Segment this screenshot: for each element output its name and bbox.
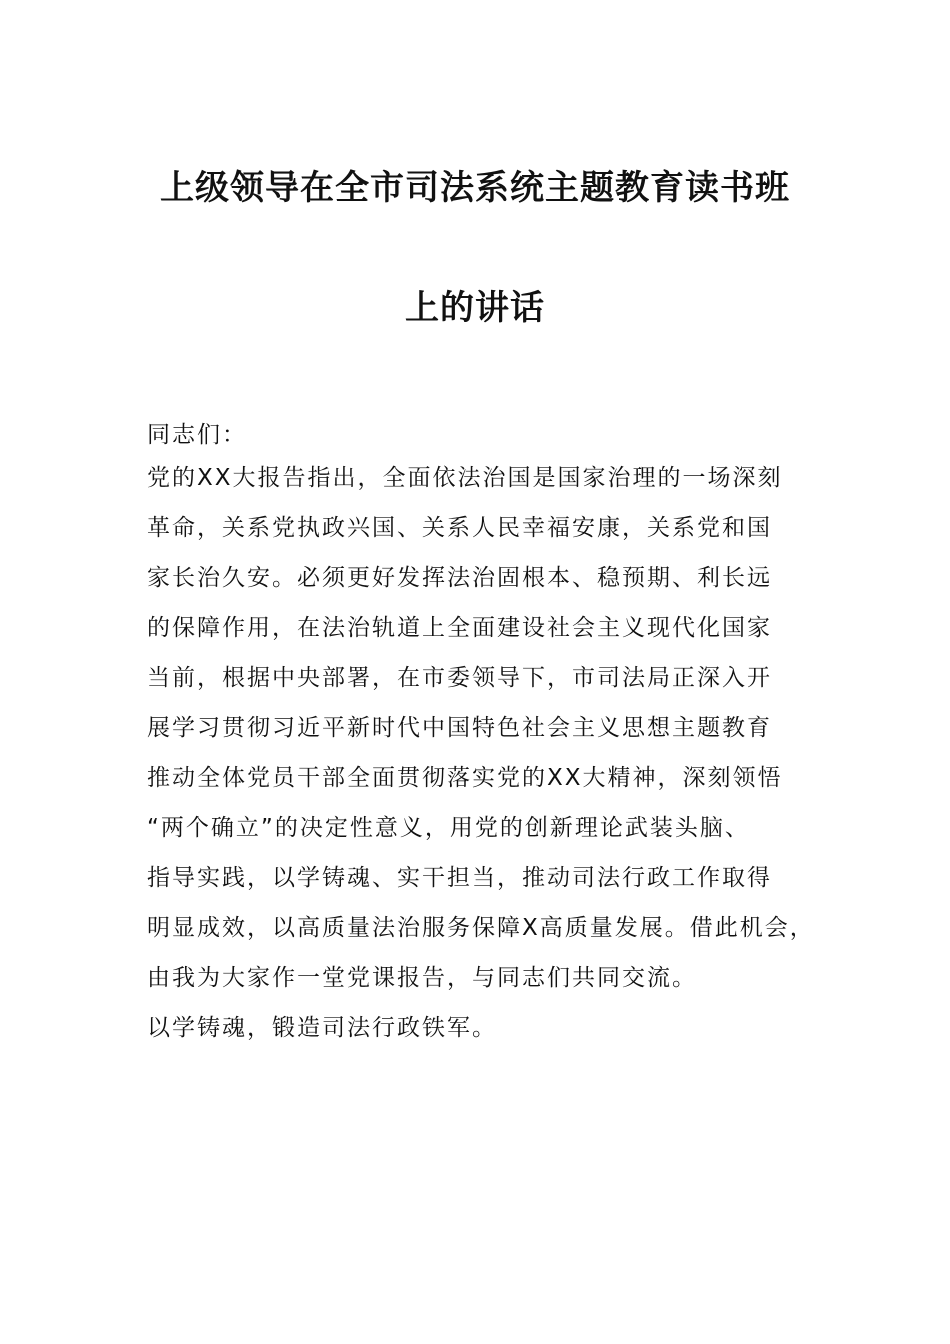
paragraph-line: 革命，关系党执政兴国、关系人民幸福安康，关系党和国 xyxy=(147,515,772,541)
document-title-line-1: 上级领导在全市司法系统主题教育读书班 xyxy=(160,168,790,208)
document-title-line-2: 上的讲话 xyxy=(405,288,545,328)
paragraph-line: 党的XX大报告指出，全面依法治国是国家治理的一场深刻 xyxy=(147,465,783,491)
paragraph-line: 明显成效，以高质量法治服务保障X高质量发展。借此机会， xyxy=(147,915,815,941)
paragraph-line: 展学习贯彻习近平新时代中国特色社会主义思想主题教育 xyxy=(147,715,772,741)
paragraph-line: 推动全体党员干部全面贯彻落实党的XX大精神，深刻领悟 xyxy=(147,765,783,791)
section-heading: 以学铸魂，锻造司法行政铁军。 xyxy=(147,1015,497,1041)
paragraph-line: 由我为大家作一堂党课报告，与同志们共同交流。 xyxy=(147,965,697,991)
paragraph-line: 的保障作用，在法治轨道上全面建设社会主义现代化国家 xyxy=(147,615,772,641)
salutation: 同志们： xyxy=(147,422,247,448)
paragraph-line: 当前，根据中央部署，在市委领导下，市司法局正深入开 xyxy=(147,665,772,691)
paragraph-line: 指导实践，以学铸魂、实干担当，推动司法行政工作取得 xyxy=(147,865,772,891)
paragraph-line: 家长治久安。必须更好发挥法治固根本、稳预期、利长远 xyxy=(147,565,772,591)
paragraph-line: “两个确立”的决定性意义，用党的创新理论武装头脑、 xyxy=(147,815,750,841)
